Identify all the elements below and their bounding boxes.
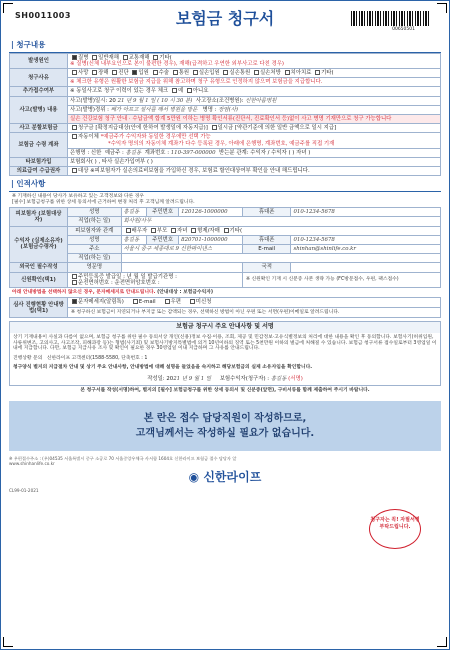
relation-checkbox-2[interactable] — [171, 228, 176, 233]
address-value[interactable]: 서울시 중구 세종대로 9 신한파이낸스 — [121, 244, 242, 253]
reason-checkbox-5[interactable] — [173, 70, 178, 75]
medical-aid-text: 대상 ※피보험자가 실손의료비보험을 가입하신 경우, 보험료 할인대상여부 확인을 안내 해드립니다. — [78, 168, 310, 175]
foreign-label: 외국인 필수작성 — [10, 263, 68, 272]
pay-auto-label: 자동이체 — [78, 134, 99, 141]
relation-option: 배우자 — [131, 227, 148, 234]
person-warning-2: [필수] 보험금청구를 위한 상세 동의서에 근거하여 변경 처리 후 고객님께 알려드립니다. — [12, 199, 195, 205]
reason-checkbox-1[interactable] — [92, 70, 97, 75]
reason-option: 실손입원 — [198, 70, 220, 77]
notice-sms-checkbox[interactable] — [72, 299, 77, 304]
account-value[interactable]: 110-397-000000 — [170, 149, 216, 156]
reason-checkbox-9[interactable] — [285, 70, 290, 75]
footer-code: CL99-01-2021 — [9, 487, 39, 493]
footer-address: ※ 우편접수주소 : (우)04535 서울특별시 중구 소공로 70 서울중앙우체국 사서함 1604호 신한라이프 보험금 접수 담당자 앞 — [9, 456, 237, 462]
name-label: 성명 — [68, 208, 122, 217]
accident-date-value[interactable]: 21 년 9 월 1 일 ( 10 시 30 분) — [117, 97, 193, 104]
verify-license-label: 운전면허번호 : — [78, 279, 113, 286]
extra-cell — [68, 87, 441, 96]
staff-only-callout — [9, 401, 441, 451]
reason-option: 실손처방 — [259, 70, 281, 77]
cause-label: 발생원인 — [10, 53, 68, 68]
b-job-label: 직업(하는 일) — [68, 254, 122, 263]
signer-value[interactable]: 홍길동 — [270, 375, 287, 382]
holder-value[interactable]: 홍길동 — [125, 149, 142, 156]
reason-checkbox-8[interactable] — [254, 70, 259, 75]
reason-checkbox-7[interactable] — [223, 70, 228, 75]
agent-row — [10, 354, 440, 364]
person-warning — [9, 192, 441, 207]
insured-rrn-value[interactable]: 120126-1000000 — [179, 208, 243, 217]
person-table — [9, 207, 441, 288]
insured-phone-value[interactable]: 010-1234-5678 — [291, 208, 441, 217]
reason-checkbox-4[interactable] — [153, 70, 158, 75]
extra-yes-label: 예 — [177, 88, 184, 95]
relation-row-label: 피보험자와 관계 — [68, 226, 122, 235]
medical-aid-checkbox[interactable] — [72, 168, 77, 173]
eng-name-value[interactable] — [121, 263, 242, 272]
beneficiary-phone-value[interactable]: 010-1234-5678 — [291, 235, 441, 244]
relation-option: 기타( — [229, 227, 243, 234]
signature-row — [10, 373, 440, 385]
notice-row-label: 심사 진행현황 안내방법(택1) — [10, 298, 68, 318]
claim-table — [9, 53, 441, 177]
nation-value[interactable] — [291, 263, 441, 272]
notice-option: 미신청 — [195, 299, 212, 306]
date-label: 작성일: 20 — [147, 375, 174, 382]
agent-text: 신한라이프 고객센터(1588-5580, 단축번호 : 1 — [46, 355, 148, 361]
section-claim-label: 청구내용 — [16, 40, 46, 49]
reason-option: 통원 — [178, 70, 190, 77]
email-value[interactable]: shinhan@shinlife.co.kr — [291, 244, 441, 253]
reason-checkbox-2[interactable] — [112, 70, 117, 75]
signature-stamp: 청구자는 꼭! 자필서명 부탁드립니다. — [369, 509, 421, 549]
corner-mark-br — [437, 637, 447, 647]
relation-option: 부모 — [156, 227, 168, 234]
accident-place-value[interactable]: 신한아름병원 — [245, 97, 277, 104]
date-value[interactable]: 21 년 9 월 1 일 — [173, 375, 212, 382]
pay-warning-1: *예금주가 수익자와 동일한 경우에만 선택 가능 — [100, 134, 211, 141]
verify-license-fields: 운전면허암호번호 : — [114, 279, 160, 286]
cause-option: 일반재해 — [98, 54, 119, 61]
agent-label: 진행상황 문의 — [13, 355, 43, 361]
disease-value[interactable]: 장염(사) — [218, 106, 239, 113]
accident-detail-cell — [68, 105, 441, 114]
section-title-person: | 인적사항 — [9, 178, 441, 192]
reason-checkbox-3[interactable] — [132, 70, 137, 75]
reason-option: 수술 — [158, 70, 169, 77]
logo-icon: ◉ — [188, 470, 200, 485]
verify-id-label: 주민등록증 발급일 : — [78, 273, 125, 280]
form-header — [9, 7, 441, 37]
bank-label: 은행명 : 신한 — [70, 149, 102, 156]
nation-label: 국적 — [242, 263, 291, 272]
other-insurance-label: 타보험가입 — [10, 158, 68, 167]
cause-checkbox-3[interactable] — [153, 55, 158, 60]
account-label: 계좌번호 : — [144, 149, 170, 156]
insurance-option: 일시금 [약관기준에 의한 일반 금액으로 일시 지급] — [217, 125, 337, 132]
pay-auto-checkbox[interactable] — [72, 134, 77, 139]
footer — [9, 457, 441, 467]
bank-cell — [68, 148, 441, 157]
notice-note: ※ 청구하신 보험금이 지연되거나 부지급 또는 감액되는 경우, 선택하신 방법이 아닌 우편 또는 서면(우편)이메일로 알려드립니다. — [68, 307, 441, 318]
accident-detail-value[interactable]: 배가 아프고 설사를 해서 병원을 방문 — [110, 106, 198, 113]
guide-text: 상기 기재내용이 사실과 다름이 없으며, 보험금 청구를 위한 필수 동의서상 개인(신용)정보 수집·이용, 조회, 제공 및 민감정보·고유식별정보의 처리에 대한 내용을 확인 후 동의합니다. 보험사기(허위입원, 사류위변조, 고의사고, 사고조작, 피해과장 등)는 형법(사기죄) 및 보험사기방지특별법에 의거 10년이하의 징역 또는 5천만원 이하의 벌금에 처해질 수 있습니다. 보험금 청구서류 접수일로부터 3영업일 이내에 지급합니다. 다만, 보험금 지급사유 조사 및 확인이 필요한 경우 30영업일 이내 지급하며 그 사유를 안내드립니다. — [13, 335, 437, 352]
cause-checkbox-1[interactable] — [92, 55, 97, 60]
verify-options-cell — [68, 272, 243, 287]
relation-checkbox-4[interactable] — [224, 228, 229, 233]
pay-label: 보험금 수령 계좌 — [10, 133, 68, 158]
reason-option: 진단 — [118, 70, 129, 77]
notice-option: E-mail — [138, 299, 156, 306]
insurance-cell — [68, 124, 441, 133]
notice-mail-checkbox[interactable] — [165, 299, 170, 304]
eng-name-label: 영문명 — [68, 263, 122, 272]
accident-date-label: 사고(발병)일시: 20 — [70, 97, 116, 104]
insured-job-value[interactable]: 회사원/사무 — [121, 217, 440, 226]
medical-aid-cell — [68, 167, 441, 176]
relation-checkbox-0[interactable] — [126, 228, 131, 233]
email-label: E-mail — [242, 244, 291, 253]
extra-yes-checkbox[interactable] — [172, 88, 177, 93]
pay-warning-2: *수익자 명의의 자동이체 계좌가 다수 등록된 경우, 아래에 은행명, 계좌번호, 예금주를 직접 기재 — [108, 140, 335, 147]
beneficiary-name-value[interactable]: 홍길동 — [121, 235, 147, 244]
section-person-label: 인적사항 — [16, 179, 46, 189]
reason-option: 입원 — [138, 70, 149, 77]
reason-checkbox-0[interactable] — [72, 70, 77, 75]
relation-option: 형제/자매 — [197, 227, 220, 234]
person-warning-1: ※ 기재하신 내용이 당사가 보유하고 있는 고객정보와 다른 경우 — [12, 194, 145, 200]
b-name-label: 성명 — [68, 235, 122, 244]
corner-mark-bl — [3, 637, 13, 647]
cause-checkbox-0[interactable] — [72, 55, 77, 60]
cause-option: 질병 — [78, 54, 89, 61]
bottom-note: 본 청구서를 작성(서명)하여, 별지의 [필수] 보험금청구를 위한 상세 동의서 및 신분증(앞면), 구비서류를 함께 제출하여 주시기 바랍니다. — [80, 387, 370, 393]
notice-table — [9, 297, 441, 318]
notice-options-cell — [68, 298, 441, 307]
verify-note: ※ 신원확인 기재 시 신분증 사본 생략 가능 (FC방문접수, 우편, 팩스접수) — [242, 272, 440, 287]
beneficiary-job-value[interactable] — [121, 254, 440, 263]
extra-text: ※ 동일사고로 청구 이력이 있는 경우 체크 — [70, 88, 169, 95]
reason-option: 장해 — [98, 70, 109, 77]
barcode-number: 00650501 — [392, 27, 415, 32]
reason-checkbox-6[interactable] — [193, 70, 198, 75]
notice-none-checkbox[interactable] — [190, 299, 195, 304]
reason-cell — [68, 69, 441, 78]
relation-label: 받는분 관계: — [218, 149, 249, 156]
holder-label: 예금주 : — [104, 149, 124, 156]
beneficiary-label: 수익자 (실제소유자) (보험금수령자) — [10, 226, 68, 263]
guide-box — [9, 321, 441, 386]
address-label: 주소 — [68, 244, 122, 253]
cause-cell — [68, 53, 441, 68]
verify-license-checkbox[interactable] — [72, 280, 77, 285]
sign-mark: (서명) — [288, 375, 303, 382]
rrn-label: 주민번호 — [147, 208, 179, 217]
notice-option: 문자메세지(알림톡) — [78, 299, 124, 306]
phone-label: 휴대폰 — [242, 208, 291, 217]
insurance-option: 청구금 [확정지급대상(안에 한하여 발생일에 자동지급)] — [78, 125, 208, 132]
notice-method-header — [9, 288, 441, 298]
notice-method-target: (안내대상 : 보험금수익자) — [157, 289, 214, 295]
insurance-checkbox-0[interactable] — [72, 125, 77, 130]
relation-option: 자녀 — [177, 227, 188, 234]
verify-label: 신원확인(택1) — [10, 272, 68, 287]
job-label: 직업(하는 일) — [68, 217, 122, 226]
section-title-claim: | 청구내용 — [9, 39, 441, 53]
guide-title: 보험금 청구시 주요 안내사항 및 서명 — [10, 322, 440, 333]
pay-cell — [68, 133, 441, 148]
other-insurance-text: 보험회사( ) , 타사 실손가입여부 ( ) — [68, 158, 441, 167]
signer-label: 보험수익자(청구자) : — [219, 375, 270, 382]
notice-email-checkbox[interactable] — [133, 299, 138, 304]
b-rrn-label: 주민번호 — [147, 235, 179, 244]
relation-options-cell — [121, 226, 440, 235]
reason-checkbox-10[interactable] — [315, 70, 320, 75]
cause-option: 기타( — [159, 54, 172, 61]
extra-label: 추가접수여부 — [10, 87, 68, 96]
medical-aid-label: 의료급여 수급권자 — [10, 167, 68, 176]
insured-label: 피보험자 (보험대상자) — [10, 208, 68, 226]
callout-line-1: 본 란은 접수 담당직원이 작성하므로, — [143, 413, 307, 425]
accident-detail-label: 사고(발병)경위 : — [70, 106, 109, 113]
reason-option: 기타( — [321, 70, 334, 77]
footer-website[interactable]: www.shinhanlife.co.kr — [9, 461, 55, 467]
insurance-label: 사고 분할보험금 — [10, 124, 68, 133]
consent-text: 청구양식 별지의 지급절차 안내 및 상기 주요 안내사항, 안내방법에 대해 설명을 들었음을 숙지하고 해당보험금의 실제 소유자임을 확인합니다. — [13, 365, 313, 371]
notice-method-title: 아래 안내방법을 선택하지 않으신 경우, 문자메세지로 안내드립니다. — [12, 289, 156, 295]
reason-option: 실손통원 — [229, 70, 251, 77]
verify-id-checkbox[interactable] — [72, 274, 77, 279]
reason-note: ※ 체크한 유형은 원활한 보험금 지급을 위해 참고하며 청구 유형으로 인정하지 않으며 보험금을 지급합니다. — [68, 78, 441, 87]
disease-label: 병명 : — [202, 106, 217, 113]
cause-note: ※ 질병(신체 내부요인으로 본이 불편한 경우), 재해(급격하고 우연한 외부사고로 다친 경우) — [70, 60, 285, 67]
relation-checkbox-1[interactable] — [151, 228, 156, 233]
barcode — [351, 11, 431, 26]
extra-no-label: 아니요 — [192, 88, 209, 95]
logo-text: 신한라이프 — [203, 470, 262, 485]
cause-checkbox-2[interactable] — [123, 55, 128, 60]
insured-name-value[interactable]: 홍길동 — [121, 208, 147, 217]
relation-options: 수익자 / 수익자 ( ) 자녀 ) — [250, 149, 311, 156]
b-phone-label: 휴대폰 — [242, 235, 291, 244]
callout-line-2: 고객님께서는 작성하실 필요가 없습니다. — [135, 428, 315, 440]
relation-checkbox-3[interactable] — [191, 228, 196, 233]
page-title: 보험금 청구서 — [175, 9, 275, 28]
cause-option: 교통재해 — [128, 54, 150, 61]
insurance-checkbox-1[interactable] — [212, 125, 217, 130]
accident-date-cell — [68, 96, 441, 105]
extra-no-checkbox[interactable] — [187, 88, 192, 93]
accident-warning: 실손 건강보험 청구 안내 · 수납금액 합계 5만원 이하는 병명 확인서류(진단서, 진료확인서 등)없이 사고 병명 기재만으로 청구 가능합니다 — [68, 115, 441, 124]
document-number: SH0011003 — [15, 11, 71, 20]
reason-label: 청구사유 — [10, 69, 68, 87]
reason-option: 치아치료 — [290, 70, 312, 77]
verify-id-fields: 년 월 일 발급기관명 : — [126, 273, 177, 280]
logo — [9, 471, 441, 485]
accident-place-label: 사고장소(조건병원): — [195, 97, 244, 104]
notice-option: 우편 — [170, 299, 181, 306]
reason-option: 사망 — [78, 70, 89, 77]
accident-label: 사고(발병) 내용 — [10, 96, 68, 124]
beneficiary-rrn-value[interactable]: 820701-1000000 — [179, 235, 243, 244]
